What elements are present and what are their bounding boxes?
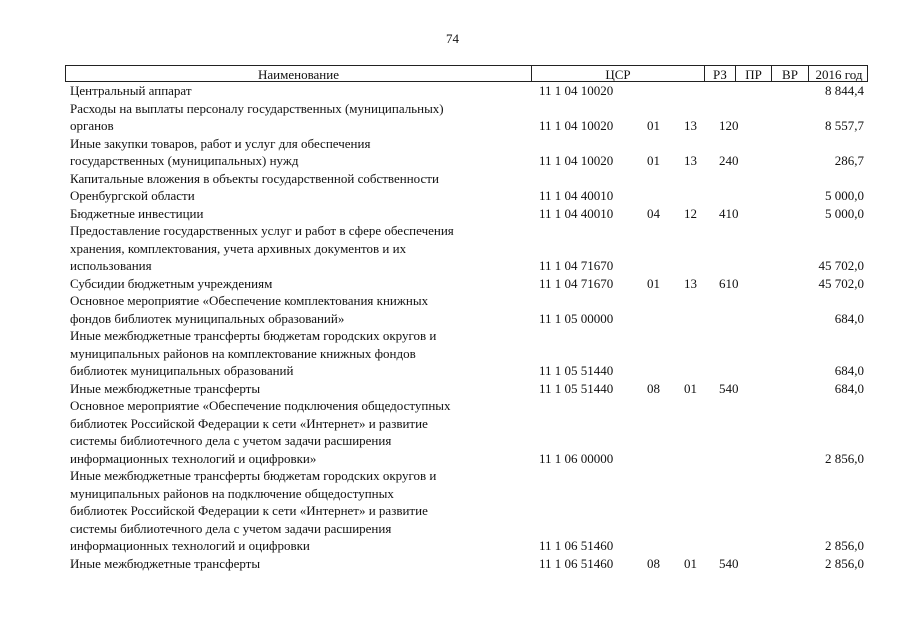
table-row	[65, 292, 868, 327]
row-vr: 120	[719, 118, 739, 133]
row-pr: 12	[684, 205, 697, 221]
row-rz: 04	[647, 205, 660, 221]
row-csr: 11 1 06 51460	[539, 555, 614, 571]
row-name: Иные межбюджетные трансферты	[70, 380, 261, 396]
table-row	[65, 100, 868, 135]
row-pr: 13	[684, 153, 697, 168]
table-row	[65, 135, 868, 170]
row-name: Основное мероприятие «Обеспечение подключения общедоступных библиотек Российской Федерации к сети «Интернет» и развитие системы библиотечного дела с учетом задачи расширения информационных технологий и оцифровки»	[70, 398, 451, 466]
table-header	[65, 65, 868, 82]
row-amount: 8 844,4	[825, 83, 864, 98]
row-name: Расходы на выплаты персоналу государственных (муниципальных) органов	[70, 100, 444, 133]
row-csr: 11 1 05 51440	[539, 363, 614, 378]
header-csr: ЦСР	[531, 66, 704, 81]
row-amount: 5 000,0	[825, 188, 864, 203]
table-row	[65, 555, 868, 573]
row-pr: 01	[684, 380, 697, 396]
header-name: Наименование	[258, 67, 339, 82]
row-name: Иные межбюджетные трансферты бюджетам городских округов и муниципальных районов на подключение общедоступных библиотек Российской Федерации к сети «Интернет» и развитие системы библиотечного дела с учетом задачи расширения информационных технологий и оцифровки	[70, 468, 437, 553]
row-vr: 240	[719, 153, 739, 168]
row-amount: 684,0	[834, 310, 864, 326]
row-name: Иные закупки товаров, работ и услуг для обеспечения государственных (муниципальных) нужд	[70, 135, 371, 168]
row-vr: 410	[719, 205, 739, 221]
row-csr: 11 1 04 10020	[539, 153, 614, 168]
row-csr: 11 1 05 51440	[539, 380, 614, 396]
row-csr: 11 1 06 51460	[539, 538, 614, 553]
row-pr: 01	[684, 555, 697, 571]
row-name: Субсидии бюджетным учреждениям	[70, 275, 273, 291]
page-number: 74	[446, 31, 459, 46]
row-name: Бюджетные инвестиции	[70, 205, 204, 221]
row-amount: 2 856,0	[825, 555, 864, 571]
row-amount: 684,0	[834, 363, 864, 378]
header-pr: ПР	[735, 66, 771, 81]
row-amount: 286,7	[834, 153, 864, 168]
row-csr: 11 1 05 00000	[539, 310, 614, 326]
table-row	[65, 222, 868, 275]
row-name: Иные межбюджетные трансферты бюджетам городских округов и муниципальных районов на комплектование книжных фондов библиотек муниципальных образований	[70, 328, 437, 378]
table-row	[65, 170, 868, 205]
table-row	[65, 82, 868, 100]
row-name: Капитальные вложения в объекты государственной собственности Оренбургской области	[70, 170, 439, 203]
row-csr: 11 1 04 40010	[539, 205, 614, 221]
header-vr: ВР	[771, 66, 808, 81]
table-row	[65, 380, 868, 398]
row-vr: 540	[719, 380, 739, 396]
row-csr: 11 1 04 10020	[539, 83, 614, 98]
row-rz: 01	[647, 153, 660, 168]
row-csr: 11 1 04 71670	[539, 275, 614, 291]
table-row	[65, 467, 868, 555]
row-pr: 13	[684, 118, 697, 133]
row-pr: 13	[684, 275, 697, 291]
row-amount: 684,0	[834, 380, 864, 396]
row-amount: 8 557,7	[825, 118, 864, 133]
row-csr: 11 1 06 00000	[539, 450, 614, 466]
row-rz: 08	[647, 380, 660, 396]
row-name: Предоставление государственных услуг и работ в сфере обеспечения хранения, комплектования, учета архивных документов и их использования	[70, 223, 454, 273]
table-row	[65, 205, 868, 223]
budget-table	[65, 65, 868, 572]
header-year: 2016 год	[808, 66, 869, 81]
table-body	[65, 82, 868, 572]
row-vr: 610	[719, 275, 739, 291]
row-amount: 45 702,0	[818, 275, 864, 291]
row-csr: 11 1 04 40010	[539, 188, 614, 203]
row-rz: 01	[647, 275, 660, 291]
row-rz: 08	[647, 555, 660, 571]
header-rz: РЗ	[704, 66, 735, 81]
row-csr: 11 1 04 10020	[539, 118, 614, 133]
row-name: Основное мероприятие «Обеспечение комплектования книжных фондов библиотек муниципальных образований»	[70, 293, 429, 326]
row-amount: 2 856,0	[825, 450, 864, 466]
table-row	[65, 397, 868, 467]
row-csr: 11 1 04 71670	[539, 258, 614, 273]
row-amount: 2 856,0	[825, 538, 864, 553]
row-name: Центральный аппарат	[70, 83, 192, 98]
row-rz: 01	[647, 118, 660, 133]
row-name: Иные межбюджетные трансферты	[70, 555, 261, 571]
table-row	[65, 275, 868, 293]
row-amount: 45 702,0	[818, 258, 864, 273]
table-row	[65, 327, 868, 380]
row-vr: 540	[719, 555, 739, 571]
row-amount: 5 000,0	[825, 205, 864, 221]
